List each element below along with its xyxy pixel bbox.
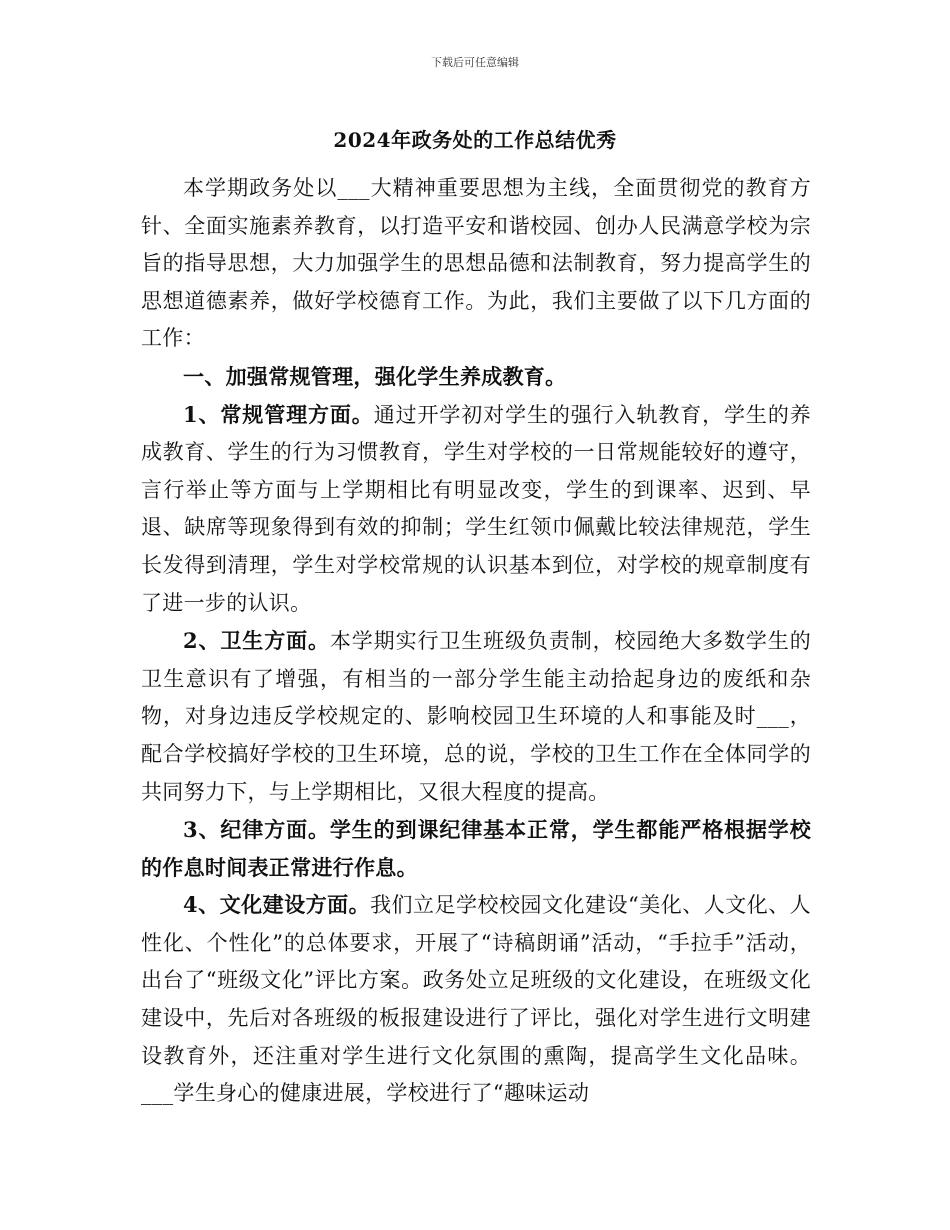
header-note: 下载后可任意编辑	[431, 56, 519, 69]
item-2-lead: 2、卫生方面。	[183, 628, 330, 654]
item-2-paragraph	[141, 622, 811, 811]
item-1-paragraph	[141, 396, 811, 623]
item-2-body: 本学期实行卫生班级负责制，校园绝大多数学生的卫生意识有了增强，有相当的一部分学生能主动拾起身边的废纸和杂物，对身边违反学校规定的、影响校园卫生环境的人和事能及时___，配合学校搞好学校的卫生环境，总的说，学校的卫生工作在全体同学的共同努力下，与上学期相比，又很大程度的提高。	[141, 629, 811, 804]
item-1-body: 通过开学初对学生的强行入轨教育，学生的养成教育、学生的行为习惯教育，学生对学校的一日常规能较好的遵守，言行举止等方面与上学期相比有明显改变，学生的到课率、迟到、早退、缺席等现象得到有效的抑制；学生红领巾佩戴比较法律规范，学生长发得到清理，学生对学校常规的认识基本到位，对学校的规章制度有了进一步的认识。	[141, 402, 812, 615]
item-4-body: 我们立足学校校园文化建设“美化、人文化、人性化、个性化”的总体要求，开展了“诗稿朗诵”活动，“手拉手”活动，出台了“班级文化”评比方案。政务处立足班级的文化建设，在班级文化建设中，先后对各班级的板报建设进行了评比，强化对学生进行文明建设教育外，还注重对学生进行文化氛围的熏陶，提高学生文化品味。___学生身心的健康进展，学校进行了“趣味运动	[141, 893, 811, 1106]
intro-paragraph: 本学期政务处以___大精神重要思想为主线，全面贯彻党的教育方针、全面实施素养教育，以打造平安和谐校园、创办人民满意学校为宗旨的指导思想，大力加强学生的思想品德和法制教育，努力提高学生的思想道德素养，做好学校德育工作。为此，我们主要做了以下几方面的工作：	[141, 176, 811, 351]
document-title: 2024年政务处的工作总结优秀	[333, 128, 617, 152]
item-4-paragraph	[141, 886, 811, 1113]
document-body	[141, 170, 811, 1113]
item-3-paragraph: 3、纪律方面。学生的到课纪律基本正常，学生都能严格根据学校的作息时间表正常进行作息。	[141, 817, 811, 880]
section-heading: 一、加强常规管理，强化学生养成教育。	[183, 363, 567, 389]
item-1-lead: 1、常规管理方面。	[183, 401, 374, 427]
item-4-lead: 4、文化建设方面。	[183, 892, 371, 918]
